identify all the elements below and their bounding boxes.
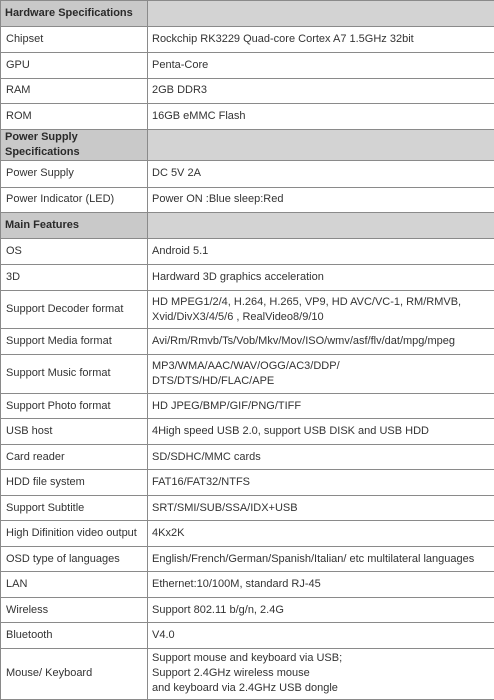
- spec-row: [1, 521, 494, 547]
- spec-value-line: Support mouse and keyboard via USB;: [152, 652, 343, 665]
- spec-label: Bluetooth: [1, 623, 148, 649]
- spec-row: [1, 648, 494, 699]
- section-title: Main Features: [1, 213, 148, 239]
- spec-value: [148, 546, 494, 572]
- spec-row: [1, 419, 494, 445]
- spec-label: Wireless: [1, 597, 148, 623]
- spec-row: [1, 53, 494, 79]
- spec-row: [1, 187, 494, 213]
- spec-value: [148, 265, 494, 291]
- spec-label: Support Media format: [1, 329, 148, 355]
- spec-row: [1, 104, 494, 130]
- spec-label: Support Decoder format: [1, 290, 148, 329]
- spec-table-body: [1, 1, 494, 700]
- spec-row: [1, 393, 494, 419]
- spec-row: [1, 495, 494, 521]
- spec-value-line: DTS/DTS/HD/FLAC/APE: [152, 374, 275, 387]
- spec-value: [148, 623, 494, 649]
- spec-label: Power Supply: [1, 161, 148, 188]
- spec-value-line: English/French/German/Spanish/Italian/ etc multilateral languages: [152, 552, 475, 565]
- spec-value: [148, 290, 494, 329]
- spec-value-line: FAT16/FAT32/NTFS: [152, 476, 251, 488]
- spec-value-line: Android 5.1: [152, 244, 209, 257]
- spec-value-line: SRT/SMI/SUB/SSA/IDX+USB: [152, 501, 298, 514]
- spec-label: Support Music format: [1, 354, 148, 393]
- section-title: Power Supply Specifications: [1, 129, 148, 161]
- spec-row: [1, 26, 494, 53]
- spec-value-line: 4High speed USB 2.0, support USB DISK and USB HDD: [152, 425, 429, 437]
- spec-value: [148, 78, 494, 104]
- spec-label: RAM: [1, 78, 148, 104]
- spec-value: [148, 470, 494, 496]
- spec-value-line: Avi/Rm/Rmvb/Ts/Vob/Mkv/Mov/ISO/wmv/asf/flv/dat/mpg/mpeg: [152, 335, 455, 348]
- spec-label: High Difinition video output: [1, 521, 148, 547]
- section-header-blank: [148, 129, 494, 161]
- spec-row: [1, 161, 494, 188]
- spec-value-line: 4Kx2K: [152, 527, 185, 539]
- spec-row: [1, 470, 494, 496]
- spec-value-line: Power ON :Blue sleep:Red: [152, 193, 284, 206]
- spec-value-line: Ethernet:10/100M, standard RJ-45: [152, 578, 321, 590]
- spec-label: GPU: [1, 53, 148, 79]
- section-header-blank: [148, 1, 494, 27]
- spec-row: [1, 238, 494, 265]
- section-header: [1, 1, 494, 27]
- spec-value: [148, 104, 494, 130]
- spec-value-line: Hardward 3D graphics acceleration: [152, 270, 324, 283]
- spec-label: Mouse/ Keyboard: [1, 648, 148, 699]
- spec-row: [1, 354, 494, 393]
- spec-label: OSD type of languages: [1, 546, 148, 572]
- spec-value: [148, 597, 494, 623]
- spec-value: [148, 26, 494, 53]
- spec-label: OS: [1, 238, 148, 265]
- spec-row: [1, 597, 494, 623]
- spec-value-line: V4.0: [152, 629, 175, 641]
- spec-row: [1, 572, 494, 598]
- spec-value-line: Penta-Core: [152, 58, 209, 71]
- spec-row: [1, 623, 494, 649]
- spec-value-line: MP3/WMA/AAC/WAV/OGG/AC3/DDP/: [152, 359, 340, 372]
- spec-value: [148, 393, 494, 419]
- spec-value: [148, 238, 494, 265]
- spec-row: [1, 265, 494, 291]
- spec-value-line: HD MPEG1/2/4, H.264, H.265, VP9, HD AVC/VC-1, RM/RMVB,: [152, 295, 462, 308]
- spec-label: Support Photo format: [1, 393, 148, 419]
- section-header: [1, 129, 494, 161]
- spec-value-line: Support 2.4GHz wireless mouse: [152, 667, 310, 680]
- spec-label: Power Indicator (LED): [1, 187, 148, 213]
- spec-label: HDD file system: [1, 470, 148, 496]
- spec-value: [148, 419, 494, 445]
- spec-label: ROM: [1, 104, 148, 130]
- spec-value: [148, 187, 494, 213]
- spec-value: [148, 521, 494, 547]
- spec-value: [148, 329, 494, 355]
- spec-label: USB host: [1, 419, 148, 445]
- spec-value-line: and keyboard via 2.4GHz USB dongle: [152, 682, 338, 695]
- spec-label: Support Subtitle: [1, 495, 148, 521]
- spec-value: [148, 354, 494, 393]
- spec-value: [148, 495, 494, 521]
- spec-row: [1, 444, 494, 470]
- spec-label: Card reader: [1, 444, 148, 470]
- spec-value: [148, 53, 494, 79]
- spec-value-line: DC 5V 2A: [152, 167, 201, 180]
- spec-value-line: 2GB DDR3: [152, 84, 208, 97]
- section-header-blank: [148, 213, 494, 239]
- spec-label: LAN: [1, 572, 148, 598]
- section-header: [1, 213, 494, 239]
- spec-value-line: Support 802.11 b/g/n, 2.4G: [152, 603, 284, 616]
- spec-label: 3D: [1, 265, 148, 291]
- section-title: Hardware Specifications: [1, 1, 148, 27]
- spec-value: [148, 572, 494, 598]
- spec-value-line: HD JPEG/BMP/GIF/PNG/TIFF: [152, 399, 302, 412]
- spec-value-line: 16GB eMMC Flash: [152, 109, 246, 122]
- spec-label: Chipset: [1, 26, 148, 53]
- spec-value: [148, 648, 494, 699]
- spec-row: [1, 329, 494, 355]
- spec-value-line: Xvid/DivX3/4/5/6 , RealVideo8/9/10: [152, 310, 324, 323]
- spec-value-line: SD/SDHC/MMC cards: [152, 450, 261, 463]
- spec-row: [1, 78, 494, 104]
- spec-value-line: Rockchip RK3229 Quad-core Cortex A7 1.5GHz 32bit: [152, 32, 414, 45]
- spec-row: [1, 290, 494, 329]
- spec-value: [148, 161, 494, 188]
- spec-row: [1, 546, 494, 572]
- spec-value: [148, 444, 494, 470]
